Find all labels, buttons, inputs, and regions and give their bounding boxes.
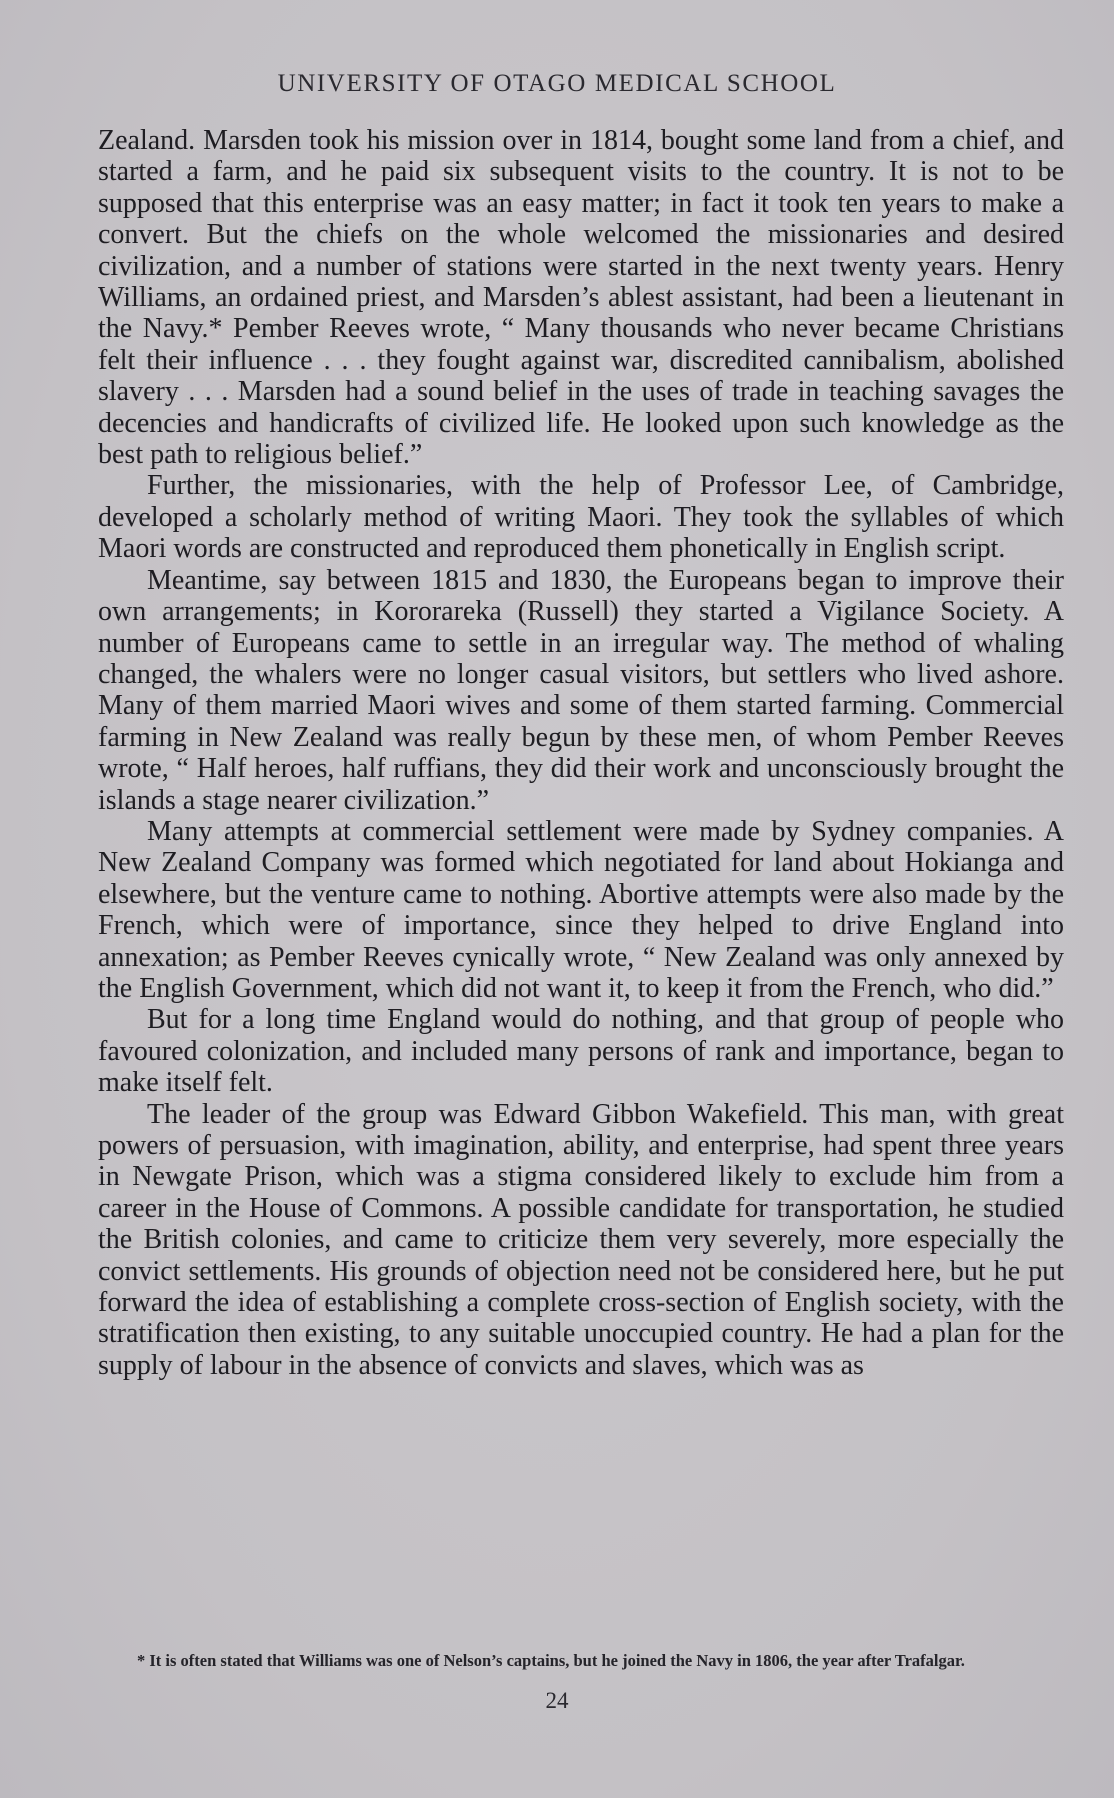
- page-number: 24: [545, 1688, 569, 1713]
- paragraph-writing-maori: Further, the missionaries, with the help of Professor Lee, of Cambridge, developed a scholarly method of writing Maori. They took the syllables of which Maori words are constructed and reproduced them phonetically in English script.: [98, 470, 1064, 565]
- paragraph-european-settlers: Meantime, say between 1815 and 1830, the Europeans began to improve their own arrangements; in Kororareka (Russell) they started a Vigilance Society. A number of Europeans came to settle in an irregular way. The method of whaling changed, the whalers were no longer casual visitors, but settlers who lived ashore. Many of them married Maori wives and some of them started farming. Commercial farming in New Zealand was really begun by these men, of whom Pember Reeves wrote, “ Half heroes, half ruffians, they did their work and unconsciously brought the islands a stage nearer civilization.”: [98, 564, 1064, 816]
- body-text: [98, 125, 1064, 1381]
- paragraph-wakefield: The leader of the group was Edward Gibbon Wakefield. This man, with great powers of persuasion, with imagination, ability, and enterprise, had spent three years in Newgate Prison, which was a stigma considered likely to exclude him from a career in the House of Commons. A possible candidate for transportation, he studied the British colonies, and came to criticize them very severely, more especially the convict settlements. His grounds of objection need not be considered here, but he put forward the idea of establishing a complete cross-section of English society, with the stratification then existing, to any suitable unoccupied country. He had a plan for the supply of labour in the absence of convicts and slaves, which was as: [98, 1098, 1064, 1381]
- paragraph-colonization-group: But for a long time England would do nothing, and that group of people who favoured colonization, and included many persons of rank and importance, began to make itself felt.: [98, 1004, 1064, 1099]
- running-head: UNIVERSITY OF OTAGO MEDICAL SCHOOL: [277, 70, 837, 97]
- paragraph-marsden-mission: Zealand. Marsden took his mission over in 1814, bought some land from a chief, and started a farm, and he paid six subsequent visits to the country. It is not to be supposed that this enterprise was an easy matter; in fact it took ten years to make a convert. But the chiefs on the whole welcomed the missionaries and desired civilization, and a number of stations were started in the next twenty years. Henry Williams, an ordained priest, and Marsden’s ablest assistant, had been a lieutenant in the Navy.* Pember Reeves wrote, “ Many thousands who never became Christians felt their influence . . . they fought against war, discredited cannibalism, abolished slavery . . . Marsden had a sound belief in the uses of trade in teaching savages the decencies and handicrafts of civilized life. He looked upon such knowledge as the best path to religious belief.”: [98, 125, 1064, 471]
- paragraph-commercial-settlement: Many attempts at commercial settlement were made by Sydney companies. A New Zealand Company was formed which negotiated for land about Hokianga and elsewhere, but the venture came to nothing. Abortive attempts were also made by the French, which were of importance, since they helped to drive England into annexation; as Pember Reeves cynically wrote, “ New Zealand was only annexed by the English Government, which did not want it, to keep it from the French, who did.”: [98, 815, 1064, 1004]
- footnote: * It is often stated that Williams was one of Nelson’s captains, but he joined the Navy in 1806, the year after Trafalgar.: [137, 1651, 965, 1670]
